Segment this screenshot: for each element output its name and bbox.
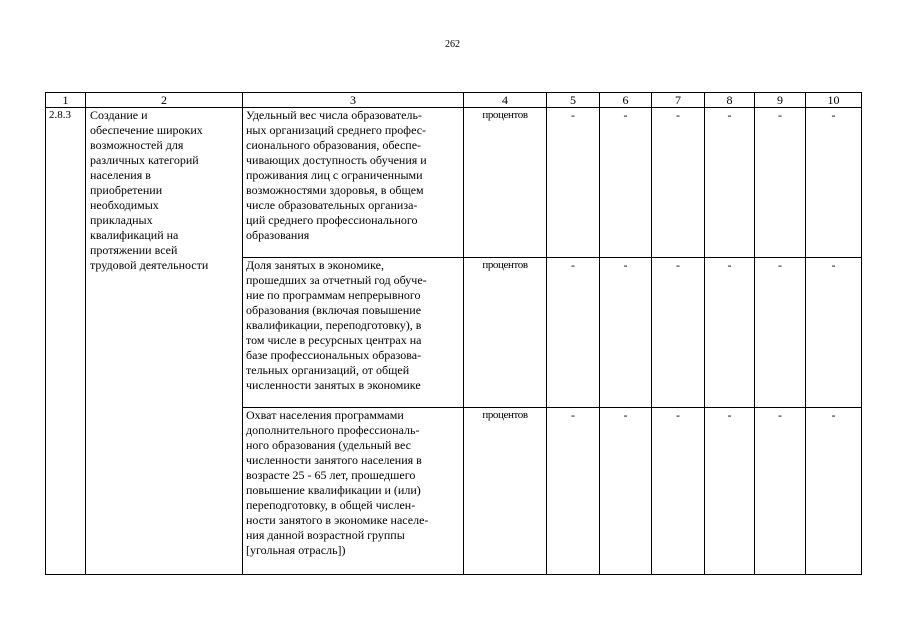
header-cell-9: 9 <box>755 93 806 108</box>
indicator-line: ного образования (удельный вес <box>246 438 411 452</box>
value-cell: - <box>806 258 862 408</box>
value-cell: - <box>600 258 652 408</box>
row-number: 2.8.3 <box>46 108 86 575</box>
indicator-line: возможностями здоровья, в общем <box>246 183 424 197</box>
value-cell: - <box>652 258 705 408</box>
task-line: Создание и <box>90 108 148 122</box>
value-cell: - <box>755 408 806 575</box>
task-line: возможностей для <box>90 138 184 152</box>
value-cell: - <box>755 108 806 258</box>
unit-cell: процентов <box>464 408 547 575</box>
task-line: протяжении всей <box>90 243 178 257</box>
indicator-line: численности занятых в экономике <box>246 378 421 392</box>
indicator-line: квалификации, переподготовку), в <box>246 318 422 332</box>
indicator-line: дополнительного профессиональ- <box>246 423 420 437</box>
indicator-line: возрасте 25 - 65 лет, прошедшего <box>246 468 416 482</box>
indicator-line: ния данной возрастной группы <box>246 528 405 542</box>
table-row <box>46 108 862 258</box>
indicator-line: Доля занятых в экономике, <box>246 258 384 272</box>
indicator-line: Удельный вес числа образователь- <box>246 108 422 122</box>
task-line: различных категорий <box>90 153 199 167</box>
value-cell: - <box>705 258 755 408</box>
value-cell: - <box>705 108 755 258</box>
indicator-line: [угольная отрасль]) <box>246 543 346 557</box>
indicator-line: числе образовательных организа- <box>246 198 418 212</box>
indicator-line: ние по программам непрерывного <box>246 288 421 302</box>
value-cell: - <box>652 408 705 575</box>
value-cell: - <box>600 108 652 258</box>
indicators-table <box>45 92 862 575</box>
header-cell-5: 5 <box>547 93 600 108</box>
page-number: 262 <box>445 39 460 50</box>
indicator-line: ных организаций среднего профес- <box>246 123 427 137</box>
indicator-line: прошедших за отчетный год обуче- <box>246 273 427 287</box>
task-line: трудовой деятельности <box>90 258 209 272</box>
unit-cell: процентов <box>464 258 547 408</box>
value-cell: - <box>806 408 862 575</box>
indicator-text-3 <box>243 408 464 575</box>
value-cell: - <box>705 408 755 575</box>
header-cell-7: 7 <box>652 93 705 108</box>
value-cell: - <box>547 408 600 575</box>
indicator-line: сионального образования, обеспе- <box>246 138 422 152</box>
unit-cell: процентов <box>464 108 547 258</box>
indicator-line: чивающих доступность обучения и <box>246 153 427 167</box>
header-cell-6: 6 <box>600 93 652 108</box>
task-line: необходимых <box>90 198 159 212</box>
value-cell: - <box>652 108 705 258</box>
header-row <box>46 93 862 108</box>
indicator-line: базе профессиональных образова- <box>246 348 422 362</box>
task-line: прикладных <box>90 213 153 227</box>
indicator-text-2 <box>243 258 464 408</box>
indicator-line: Охват населения программами <box>246 408 404 422</box>
task-line: обеспечение широких <box>90 123 203 137</box>
indicator-line: ций среднего профессионального <box>246 213 418 227</box>
indicator-line: образования <box>246 228 310 242</box>
indicator-line: проживания лиц с ограниченными <box>246 168 423 182</box>
task-line: приобретении <box>90 183 163 197</box>
value-cell: - <box>755 258 806 408</box>
header-cell-1: 1 <box>46 93 86 108</box>
task-line: квалификаций на <box>90 228 179 242</box>
value-cell: - <box>806 108 862 258</box>
indicator-line: численности занятого населения в <box>246 453 422 467</box>
header-cell-8: 8 <box>705 93 755 108</box>
indicator-text-1 <box>243 108 464 258</box>
indicator-line: переподготовку, в общей числен- <box>246 498 416 512</box>
task-line: населения в <box>90 168 151 182</box>
header-cell-4: 4 <box>464 93 547 108</box>
header-cell-10: 10 <box>806 93 862 108</box>
value-cell: - <box>547 258 600 408</box>
value-cell: - <box>600 408 652 575</box>
indicator-line: тельных организаций, от общей <box>246 363 410 377</box>
task-cell <box>86 108 243 575</box>
indicator-line: том числе в ресурсных центрах на <box>246 333 422 347</box>
indicator-line: образования (включая повышение <box>246 303 422 317</box>
indicator-line: ности занятого в экономике населе- <box>246 513 429 527</box>
header-cell-3: 3 <box>243 93 464 108</box>
header-cell-2: 2 <box>86 93 243 108</box>
indicator-line: повышение квалификации и (или) <box>246 483 421 497</box>
value-cell: - <box>547 108 600 258</box>
